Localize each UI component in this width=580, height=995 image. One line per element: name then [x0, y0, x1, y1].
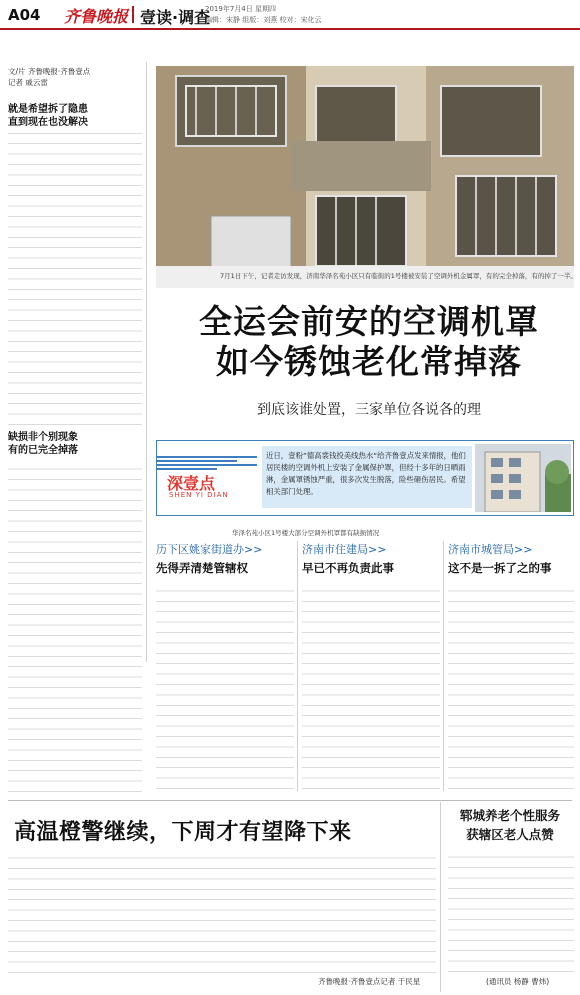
heading-line: 就是希望拆了隐患: [8, 104, 88, 115]
shen-yi-dian-summary: 近日，壹粉”德高裳钱投美线热水“给齐鲁壹点发来情报，他们居民楼的空调外机上安装了金属保护罩，但经十多年的日晒雨淋，金属罩锈蚀严重，很多次发生脱落，险些砸伤居民。希望相关部门处理。: [262, 446, 472, 508]
shen-yi-dian-en: SHEN YI DIAN: [169, 491, 229, 499]
section-heading: [8, 431, 142, 457]
page-number: A04: [8, 6, 41, 24]
body-text-block: [448, 584, 574, 789]
body-text-block: [8, 133, 142, 425]
dept-kicker: 济南市城管局>>: [448, 543, 533, 556]
paper-logo: 齐鲁晚报: [64, 7, 129, 26]
shen-yi-dian-caption: 华泽名苑小区1号楼大部分空调外机罩都有缺损情况: [232, 529, 380, 537]
shen-yi-dian-title: 深壹点: [165, 471, 217, 494]
heading-line: 缺损非个别现象: [8, 432, 78, 443]
column-divider: [297, 541, 298, 791]
heading-line: 直到现在也没解决: [8, 117, 88, 128]
side-headline-line1: 郓城养老个性服务: [459, 808, 560, 823]
subheadline: 到底该谁处置，三家单位各说各的理: [257, 402, 481, 418]
building-photo: [156, 66, 574, 288]
masthead-divider: [132, 6, 134, 23]
section-name: 壹读·调查: [140, 8, 211, 27]
body-text-block: [302, 584, 440, 789]
body-text-block: [448, 852, 574, 972]
main-headline-line2: 如今锈蚀老化常掉落: [216, 342, 522, 381]
shen-yi-dian-box: [156, 440, 574, 516]
side-headline-line2: 获辖区老人点赞: [466, 827, 554, 842]
byline-line: 文/片 齐鲁晚报·齐鲁壹点: [8, 67, 91, 76]
dept-headline: 这不是一拆了之的事: [448, 561, 552, 575]
body-text-block: [156, 584, 294, 789]
dept-headline: 先得弄清楚管辖权: [156, 561, 248, 575]
photo-caption: 7月1日下午，记者走访发现，济南华泽名苑小区只有临街的1号楼被安装了空调外机金属罩，有的完全掉落，有的掉了一半。: [220, 272, 577, 280]
editor-line: 编辑：宋静 组版：刘燕 校对：宋化云: [205, 16, 322, 24]
sidebar-building-photo: [475, 444, 571, 512]
section-rule: [8, 800, 572, 801]
article-byline: [8, 66, 90, 88]
shen-yi-dian-brand: [157, 441, 257, 515]
byline-line: 记者 戚云雷: [8, 78, 48, 87]
column-divider: [440, 802, 441, 992]
body-text-block: [8, 462, 142, 792]
weather-headline: 高温橙警继续，下周才有望降下来: [14, 820, 352, 845]
column-divider: [443, 541, 444, 791]
main-headline-line1: 全运会前安的空调机罩: [199, 302, 539, 341]
dept-kicker: 历下区姚家街道办>>: [156, 543, 263, 556]
body-text-block: [8, 855, 436, 973]
side-credit: (通讯员 杨静 曹炜): [486, 977, 550, 986]
issue-date: 2019年7月4日 星期四: [205, 5, 276, 13]
weather-credit: 齐鲁晚报·齐鲁壹点记者 于民星: [318, 977, 421, 986]
heading-line: 有的已完全掉落: [8, 445, 78, 456]
column-divider: [146, 62, 147, 662]
dept-headline: 早已不再负责此事: [302, 561, 394, 575]
dept-kicker: 济南市住建局>>: [302, 543, 387, 556]
section-heading: [8, 103, 142, 129]
